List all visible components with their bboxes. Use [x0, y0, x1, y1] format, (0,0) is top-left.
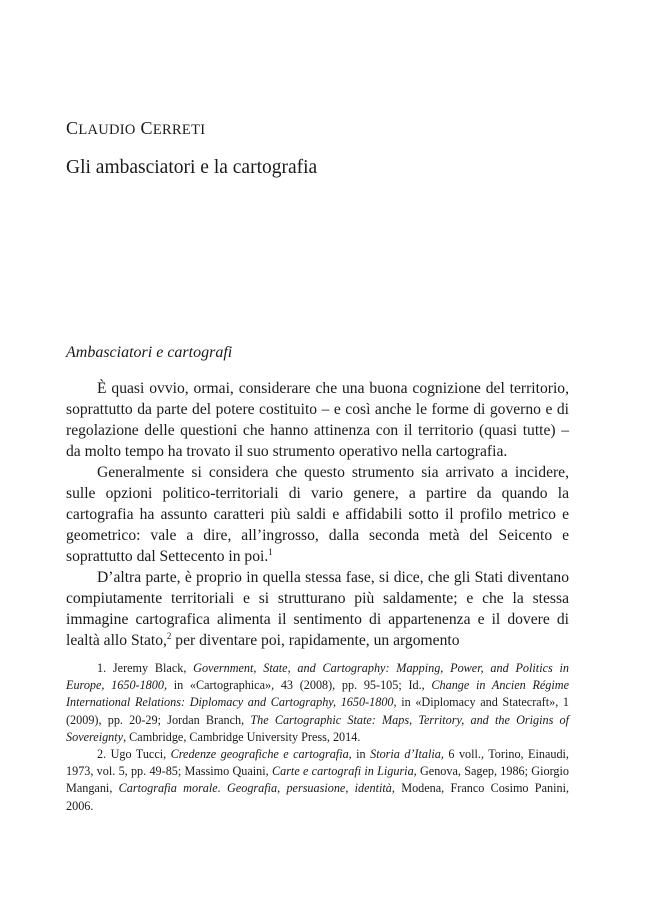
- footnote-2-italic: Storia d’Italia: [370, 747, 441, 762]
- footnote-1-italic: Change in Ancien Régime International Relations: Diplomacy and Cartography, 1650-1800: [66, 678, 569, 710]
- section-heading: Ambasciatori e cartografi: [66, 344, 233, 361]
- footnote-1-part: , Cambridge, Cambridge University Press, 2014.: [123, 729, 361, 744]
- footnote-2-italic: Cartografia morale. Geografia, persuasione, identità: [118, 781, 392, 796]
- paragraph-1: [66, 378, 569, 462]
- body-text: [66, 378, 569, 651]
- footnote-2: [66, 746, 569, 815]
- chapter-title: Gli ambasciatori e la cartografia: [66, 157, 318, 178]
- author-first-rest: LAUDIO: [78, 122, 136, 138]
- footnote-2-part: , Modena, Franco Cosimo Panini, 2006.: [66, 781, 569, 813]
- paragraph-2-text: Generalmente si considera che questo strumento sia arrivato a incidere, sulle opzioni politico-territoriali di vario genere, a partire da quando la cartografia ha assunto caratteri più saldi e affidabili sotto il profilo metrico e geometrico: vale a dire, all’ingrosso, dalla seconda metà del Seicento e soprattutto dal Settecento in poi.: [66, 464, 569, 565]
- footnote-1-italic: The Cartographic State: Maps, Territory, and the Origins of Sovereignty: [66, 712, 569, 744]
- footnote-2-part: 2. Ugo Tucci,: [97, 747, 171, 762]
- author-last-rest: ERRETI: [152, 122, 206, 138]
- paragraph-2: [66, 462, 569, 567]
- footnote-1: [66, 660, 569, 746]
- author-last-initial: C: [140, 118, 153, 138]
- footnote-ref-2: 2: [166, 631, 172, 641]
- footnote-1-part: , in «Cartographica», 43 (2008), pp. 95-105; Id.,: [163, 678, 432, 693]
- footnotes: [66, 660, 569, 815]
- paragraph-3: [66, 567, 569, 651]
- author-first-initial: C: [66, 118, 79, 138]
- footnote-2-part: , Genova, Sagep, 1986; Giorgio Mangani,: [66, 764, 569, 796]
- author-name: [66, 118, 205, 139]
- footnote-2-part: , 6 voll., Torino, Einaudi, 1973, vol. 5, pp. 49-85; Massimo Quaini,: [66, 747, 569, 779]
- paragraph-3-text-a: D’altra parte, è proprio in quella stessa fase, si dice, che gli Stati diventano compiutamente territoriali e si strutturano più saldamente; e che la stessa immagine cartografica alimenta il sentimento di appartenenza e il dovere di lealtà allo Stato,: [66, 569, 569, 649]
- footnote-ref-1: 1: [268, 547, 273, 557]
- footnote-1-part: 1. Jeremy Black,: [97, 661, 194, 675]
- paragraph-3-text-b: per diventare poi, rapidamente, un argomento: [171, 632, 460, 649]
- footnote-2-italic: Credenze geografiche e cartografia: [170, 747, 349, 762]
- footnote-1-italic: Government, State, and Cartography: Mapping, Power, and Politics in Europe, 1650-1800: [66, 661, 569, 693]
- footnote-1-part: , in «Diplomacy and Statecraft», 1 (2009), pp. 20-29; Jordan Branch,: [66, 695, 569, 727]
- paragraph-1-text: È quasi ovvio, ormai, considerare che una buona cognizione del territorio, soprattutto da parte del potere costituito – e così anche le forme di governo e di regolazione delle questioni che hanno attinenza con il territorio (quasi tutte) – da molto tempo ha trovato il suo strumento operativo nella cartografia.: [66, 380, 569, 460]
- footnote-2-part: , in: [348, 747, 371, 762]
- footnote-2-italic: Carte e cartografi in Liguria: [271, 764, 414, 779]
